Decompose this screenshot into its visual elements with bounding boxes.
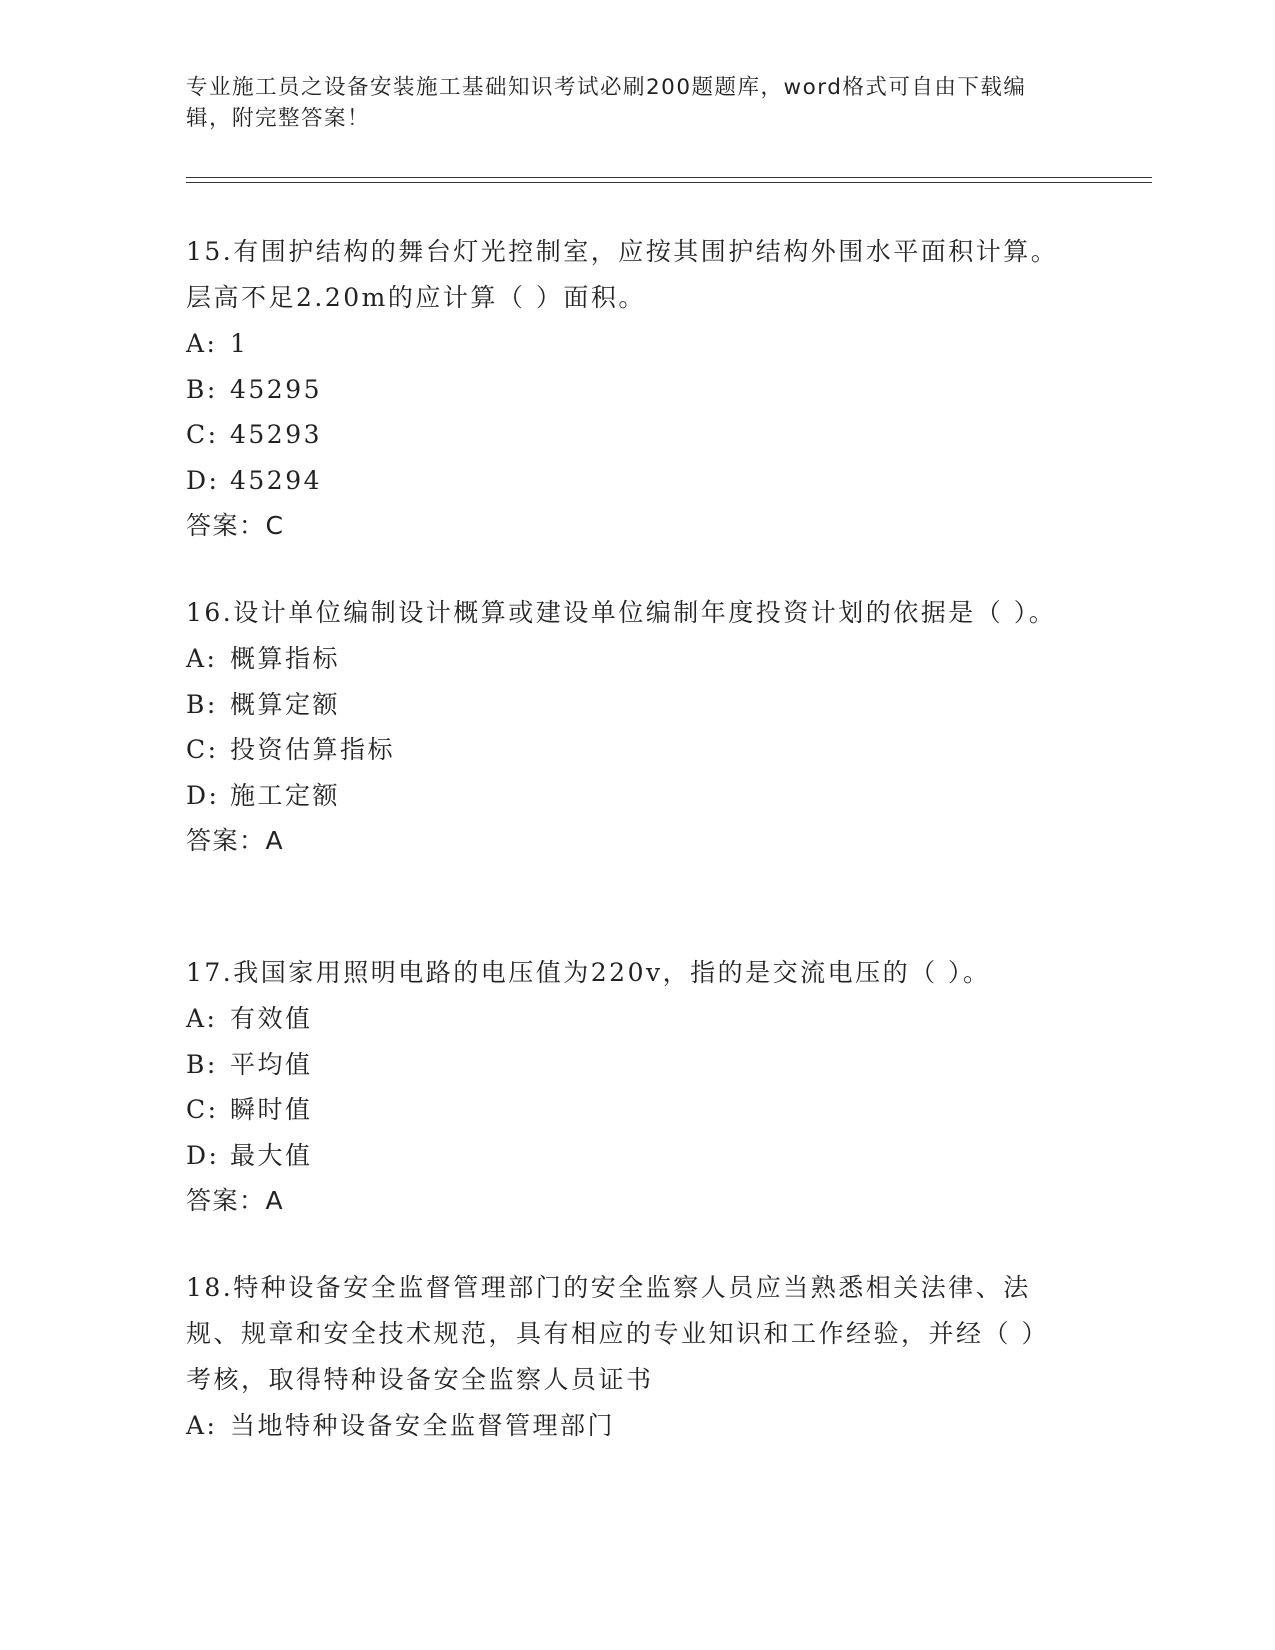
question-17 bbox=[186, 950, 1076, 1224]
option-text: 当地特种设备安全监督管理部门 bbox=[230, 1411, 616, 1440]
option-text: 有效值 bbox=[230, 1004, 313, 1033]
question-stem: 16.设计单位编制设计概算或建设单位编制年度投资计划的依据是（ ）。 bbox=[186, 598, 1057, 627]
answer: 答案：A bbox=[186, 1186, 285, 1215]
option-text: 瞬时值 bbox=[230, 1095, 313, 1124]
option-text: 概算指标 bbox=[230, 644, 341, 673]
question-stem: 18.特种设备安全监督管理部门的安全监察人员应当熟悉相关法律、法规、规章和安全技术规范，具有相应的专业知识和工作经验，并经（ ）考核，取得特种设备安全监察人员证书 bbox=[186, 1273, 1049, 1394]
option-a bbox=[186, 996, 1076, 1042]
option-label: D: bbox=[186, 1140, 220, 1170]
answer: 答案：C bbox=[186, 511, 285, 540]
option-a bbox=[186, 321, 1076, 367]
option-text: 45293 bbox=[230, 420, 323, 449]
option-c bbox=[186, 412, 1076, 458]
document-header: 专业施工员之设备安装施工基础知识考试必刷200题题库，word格式可自由下载编辑，附完整答案！ bbox=[186, 75, 1027, 131]
option-text: 概算定额 bbox=[230, 689, 341, 719]
question-15 bbox=[186, 229, 1076, 549]
option-label: A: bbox=[186, 329, 218, 358]
question-18 bbox=[186, 1265, 1076, 1449]
option-text: 1 bbox=[230, 329, 249, 358]
option-label: C: bbox=[186, 420, 219, 449]
option-text: 施工定额 bbox=[230, 780, 341, 810]
option-b bbox=[186, 682, 1076, 728]
option-d bbox=[186, 458, 1076, 504]
option-text: 投资估算指标 bbox=[230, 735, 396, 764]
header-divider-top bbox=[186, 177, 1152, 178]
option-label: B: bbox=[186, 1049, 218, 1079]
option-label: A: bbox=[186, 644, 218, 673]
option-label: D: bbox=[186, 465, 220, 495]
option-label: A: bbox=[186, 1004, 218, 1033]
option-text: 45294 bbox=[230, 465, 323, 495]
question-stem: 17.我国家用照明电路的电压值为220v，指的是交流电压的（ ）。 bbox=[186, 958, 991, 987]
option-label: D: bbox=[186, 780, 220, 810]
answer: 答案：A bbox=[186, 826, 285, 855]
option-b bbox=[186, 1042, 1076, 1088]
option-a bbox=[186, 1403, 1076, 1449]
option-text: 45295 bbox=[230, 374, 323, 404]
option-label: C: bbox=[186, 735, 219, 764]
option-d bbox=[186, 773, 1076, 819]
question-16 bbox=[186, 590, 1076, 864]
option-text: 平均值 bbox=[230, 1049, 313, 1079]
option-text: 最大值 bbox=[230, 1140, 313, 1170]
option-label: B: bbox=[186, 374, 218, 404]
option-c bbox=[186, 1087, 1076, 1133]
option-c bbox=[186, 727, 1076, 773]
option-b bbox=[186, 367, 1076, 413]
option-d bbox=[186, 1133, 1076, 1179]
question-stem: 15.有围护结构的舞台灯光控制室，应按其围护结构外围水平面积计算。层高不足2.20m的应计算（ ）面积。 bbox=[186, 237, 1059, 312]
header-divider-bottom bbox=[186, 182, 1152, 183]
option-label: C: bbox=[186, 1095, 219, 1124]
option-label: B: bbox=[186, 689, 218, 719]
option-label: A: bbox=[186, 1411, 218, 1440]
option-a bbox=[186, 636, 1076, 682]
